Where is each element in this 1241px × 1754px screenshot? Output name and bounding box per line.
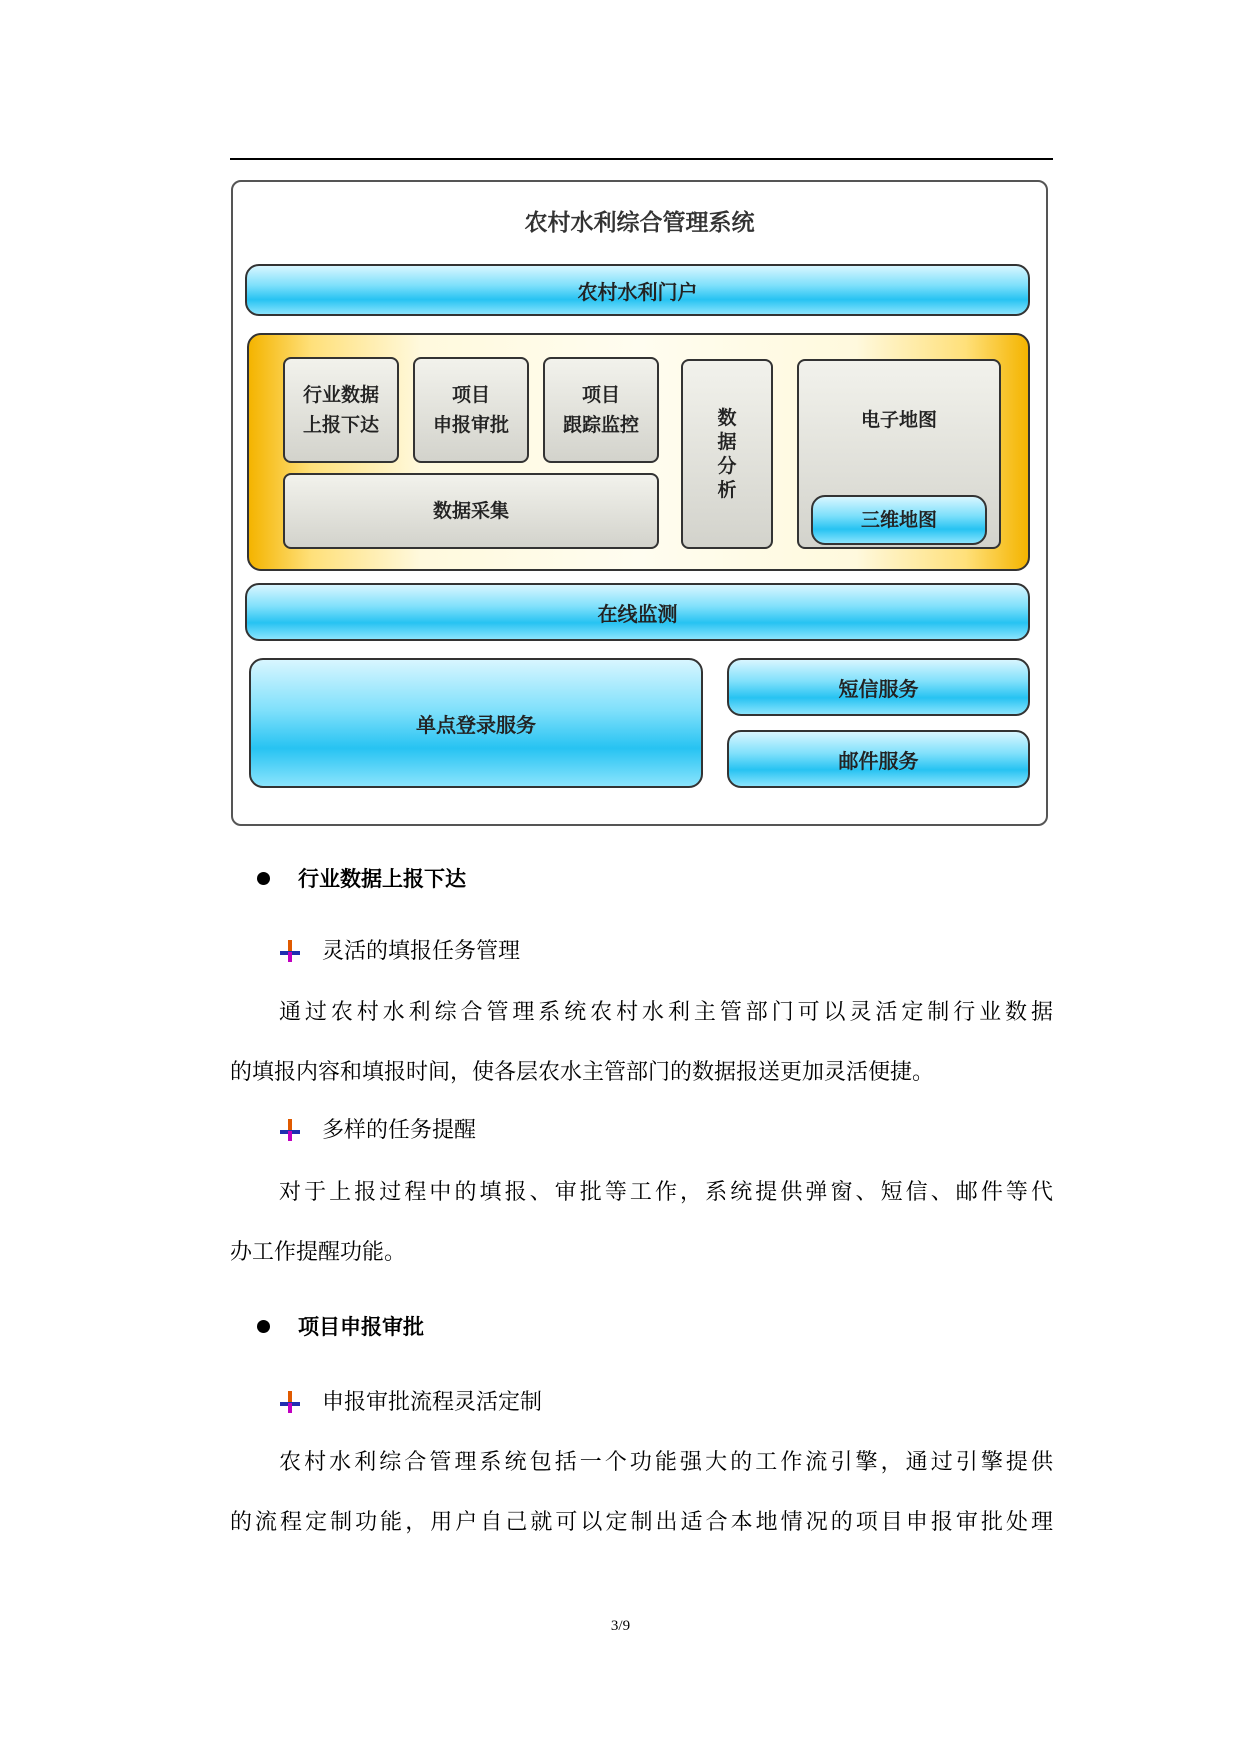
architecture-diagram [231,180,1048,826]
bullet-dot [257,872,270,885]
page-number: 3/9 [610,1618,631,1634]
subheading: 申报审批流程灵活定制 [322,1390,543,1415]
sub-bullet-arrow-icon [280,940,300,962]
section-heading: 项目申报审批 [298,1315,424,1339]
online-monitoring-bar: 在线监测 [245,583,1030,641]
sms-service: 短信服务 [727,658,1030,716]
sub-bullet-arrow-icon [280,1391,300,1413]
sub-bullet-arrow-icon [280,1119,300,1141]
sso-service: 单点登录服务 [249,658,703,788]
subheading: 多样的任务提醒 [322,1118,477,1143]
paragraph-line: 通过农村水利综合管理系统农村水利主管部门可以灵活定制行业数据 [279,1000,1053,1025]
portal-bar: 农村水利门户 [245,264,1030,316]
paragraph-line: 的填报内容和填报时间，使各层农水主管部门的数据报送更加灵活便捷。 [230,1060,935,1085]
module-electronic-map [797,359,1001,549]
subheading: 灵活的填报任务管理 [322,939,521,964]
module-reporting: 行业数据 上报下达 [283,357,399,463]
business-modules-panel [247,333,1030,571]
paragraph-line: 农村水利综合管理系统包括一个功能强大的工作流引擎，通过引擎提供 [279,1450,1053,1475]
bullet-dot [257,1320,270,1333]
module-3d-map: 三维地图 [811,495,987,545]
module-tracking-monitoring: 项目 跟踪监控 [543,357,659,463]
electronic-map-label: 电子地图 [860,409,937,431]
diagram-title: 农村水利综合管理系统 [524,210,755,236]
module-data-analysis: 数 据 分 析 [681,359,773,549]
header-rule [230,158,1053,160]
paragraph-line: 办工作提醒功能。 [230,1240,407,1265]
paragraph-line: 对于上报过程中的填报、审批等工作，系统提供弹窗、短信、邮件等代 [279,1180,1053,1205]
mail-service: 邮件服务 [727,730,1030,788]
module-application-approval: 项目 申报审批 [413,357,529,463]
module-data-collection: 数据采集 [283,473,659,549]
paragraph-line: 的流程定制功能，用户自己就可以定制出适合本地情况的项目申报审批处理 [230,1510,1053,1535]
section-heading: 行业数据上报下达 [298,867,466,891]
